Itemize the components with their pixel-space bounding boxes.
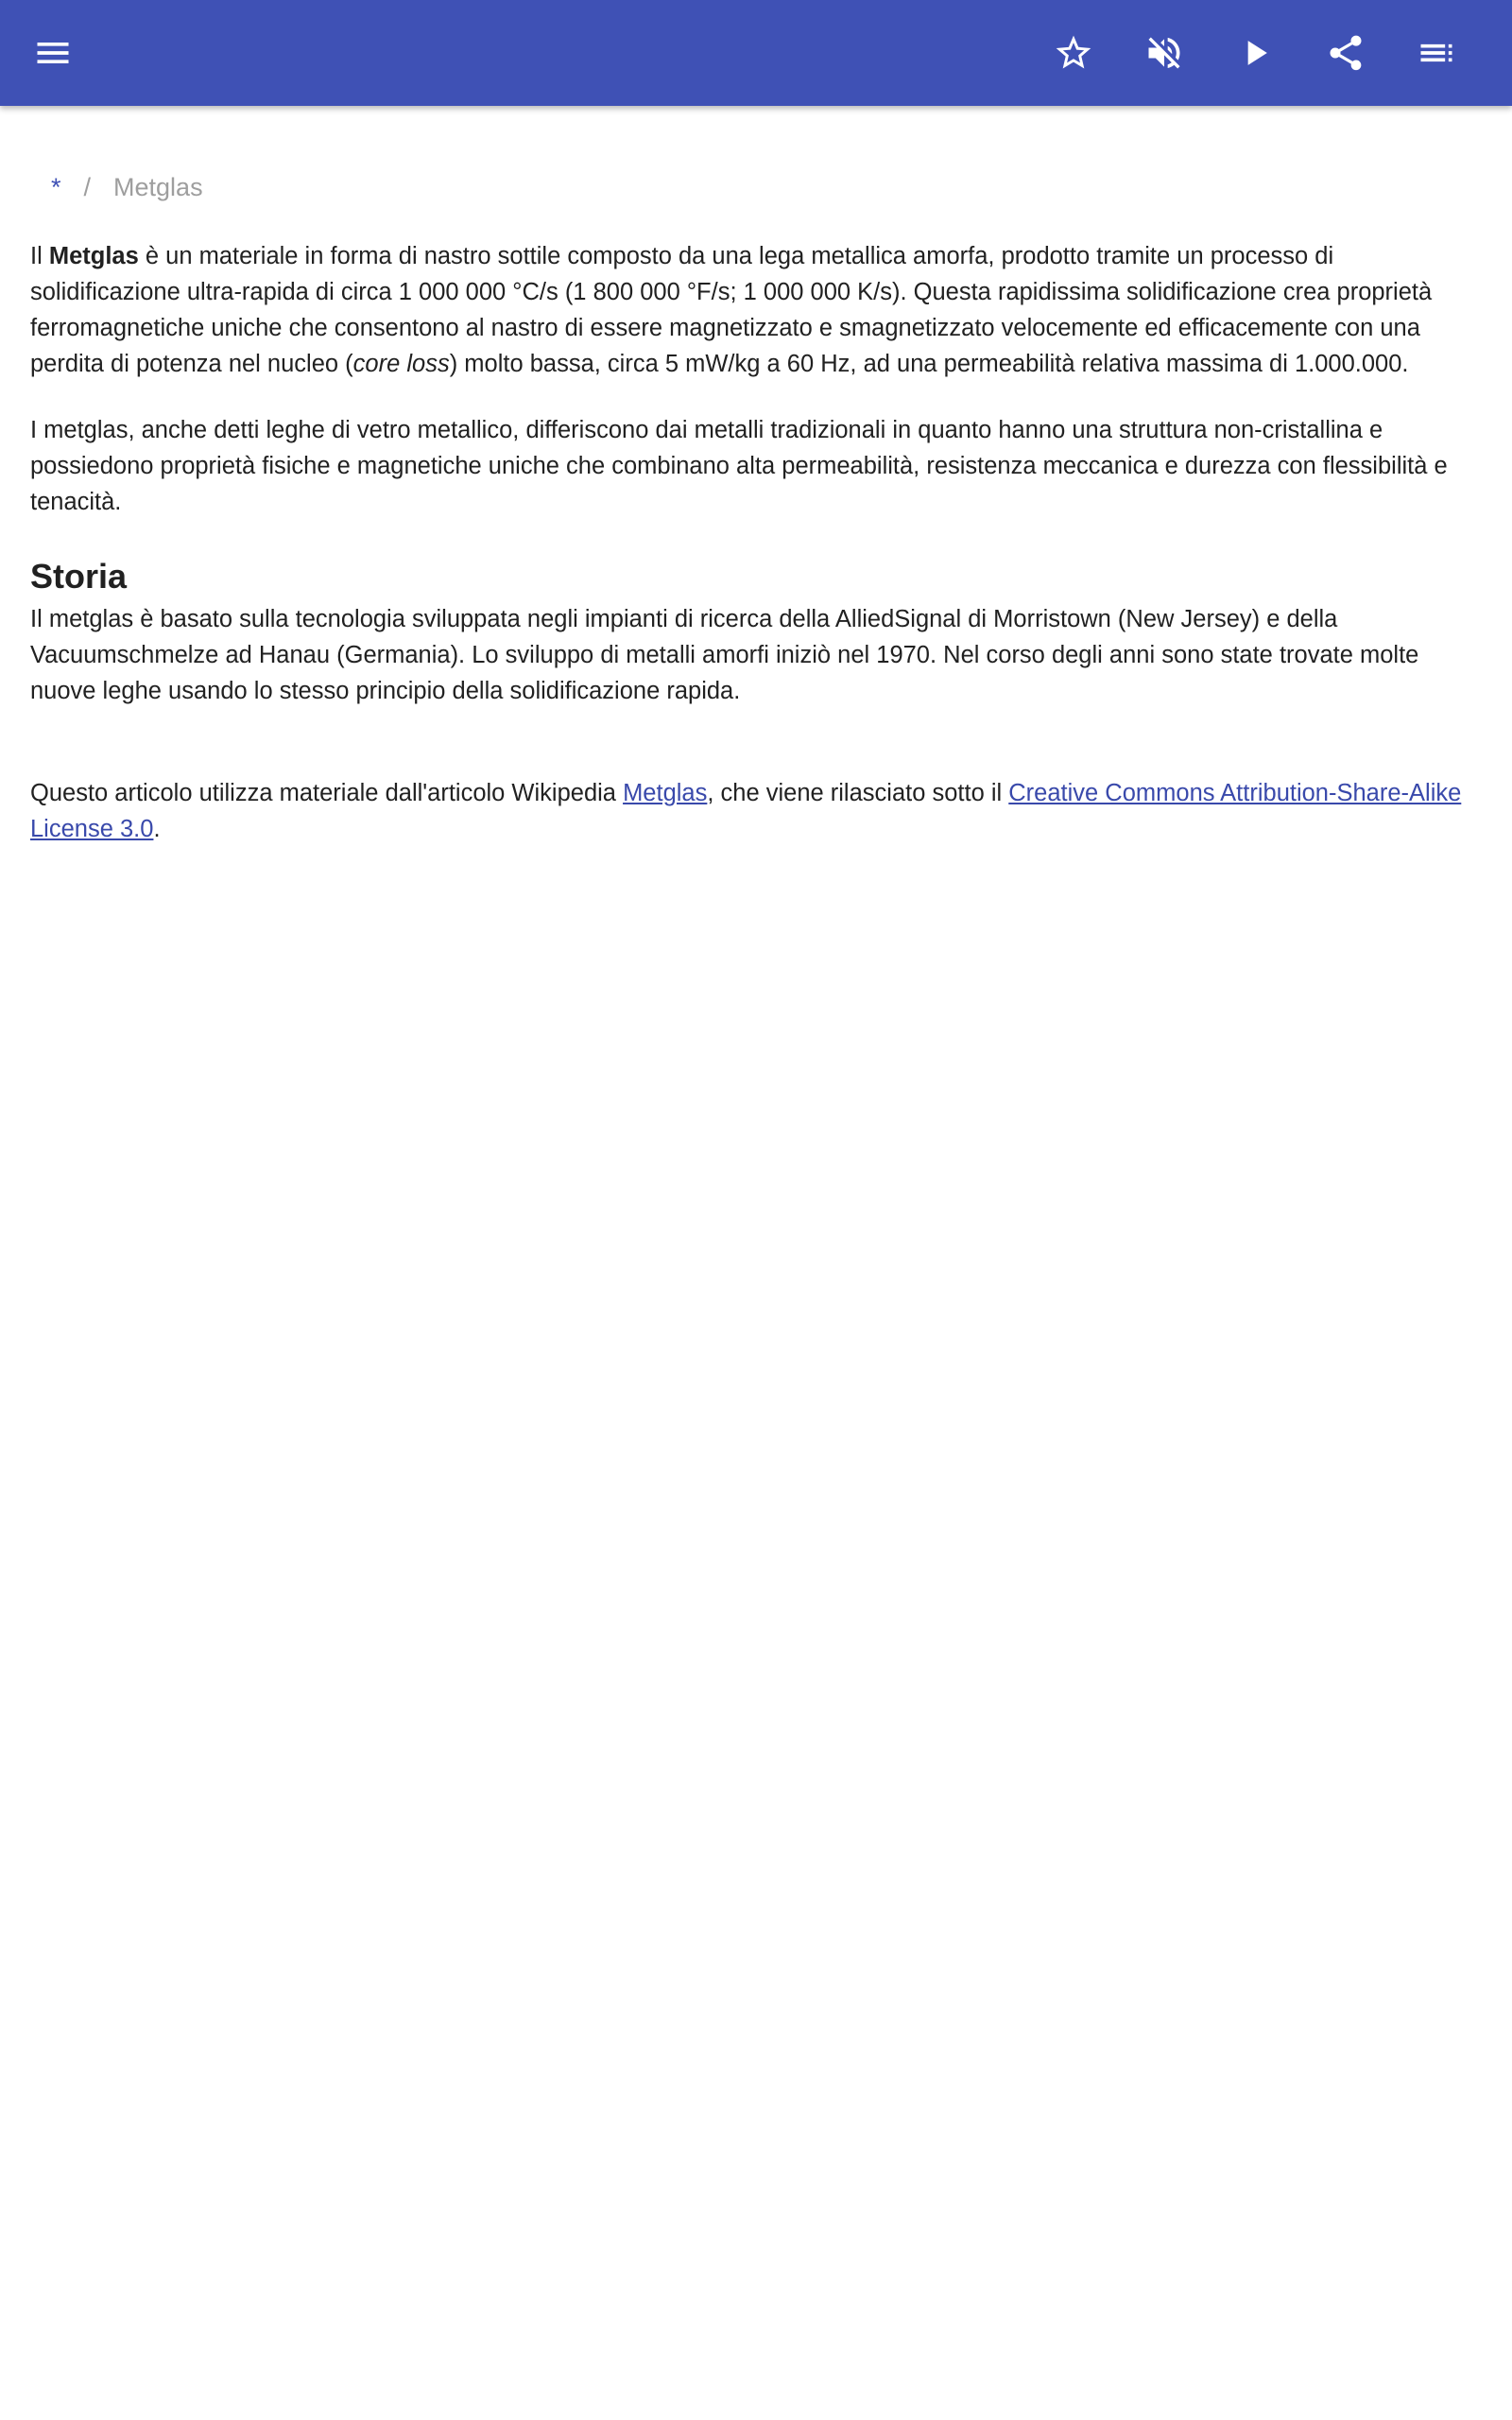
license-link[interactable]: Creative Commons Attribution-Share-Alike License 3.0: [30, 780, 1462, 842]
table-of-contents-button[interactable]: [1406, 23, 1467, 83]
second-paragraph: I metglas, anche detti leghe di vetro metallico, differiscono dai metalli tradizionali in quanto hanno una struttura non-cristallina e possiedono proprietà fisiche e magnetiche uniche che combinano alta permeabilità, resistenza meccanica e durezza con flessibilità e tenacità.: [30, 417, 1448, 515]
volume-off-icon: [1143, 32, 1185, 74]
attribution-paragraph: [30, 775, 1482, 847]
attribution-mid: , che viene rilasciato sotto il: [707, 780, 1009, 806]
bookmark-button[interactable]: [1043, 23, 1104, 83]
share-icon: [1325, 32, 1366, 74]
wikipedia-article-link[interactable]: Metglas: [623, 780, 708, 806]
intro-paragraph: [30, 238, 1482, 382]
breadcrumb: [30, 168, 1482, 206]
play-icon: [1234, 32, 1276, 74]
mute-button[interactable]: [1134, 23, 1194, 83]
breadcrumb-separator: /: [83, 172, 92, 201]
table-of-contents-icon: [1416, 32, 1457, 74]
app-bar: [0, 0, 1512, 106]
play-button[interactable]: [1225, 23, 1285, 83]
menu-icon: [32, 32, 74, 74]
attribution-post: .: [153, 816, 161, 842]
breadcrumb-current: Metglas: [113, 172, 203, 201]
article-content: [30, 106, 1482, 847]
intro-mid: è un materiale in forma di nastro sottile composto da una lega metallica amorfa, prodotto tramite un processo di solidificazione ultra-rapida di circa 1 000 000 °C/s (1 800 000 °F/s; 1 000 000 K/s). Questa rapidissima solidificazione crea proprietà ferromagnetiche uniche che consentono al nastro di essere magnetizzato e smagnetizzato velocemente ed efficacemente con una perdita di potenza nel nucleo (: [30, 243, 1433, 377]
section-heading-storia: Storia: [30, 557, 128, 596]
share-button[interactable]: [1315, 23, 1376, 83]
storia-paragraph: Il metglas è basato sulla tecnologia sviluppata negli impianti di ricerca della AlliedSignal di Morristown (New Jersey) e della Vacuumschmelze ad Hanau (Germania). Lo sviluppo di metalli amorfi iniziò nel 1970. Nel corso degli anni sono state trovate molte nuove leghe usando lo stesso principio della solidificazione rapida.: [30, 606, 1419, 704]
intro-post: ) molto bassa, circa 5 mW/kg a 60 Hz, ad una permeabilità relativa massima di 1.000.000.: [449, 351, 1409, 377]
star-outline-icon: [1053, 32, 1094, 74]
intro-italic-term: core loss: [352, 351, 450, 377]
intro-pre: Il: [30, 243, 49, 269]
attribution-pre: Questo articolo utilizza materiale dall'articolo Wikipedia: [30, 780, 624, 806]
menu-button[interactable]: [23, 23, 83, 83]
intro-bold-term: Metglas: [48, 243, 139, 269]
breadcrumb-home-link[interactable]: *: [51, 172, 61, 201]
